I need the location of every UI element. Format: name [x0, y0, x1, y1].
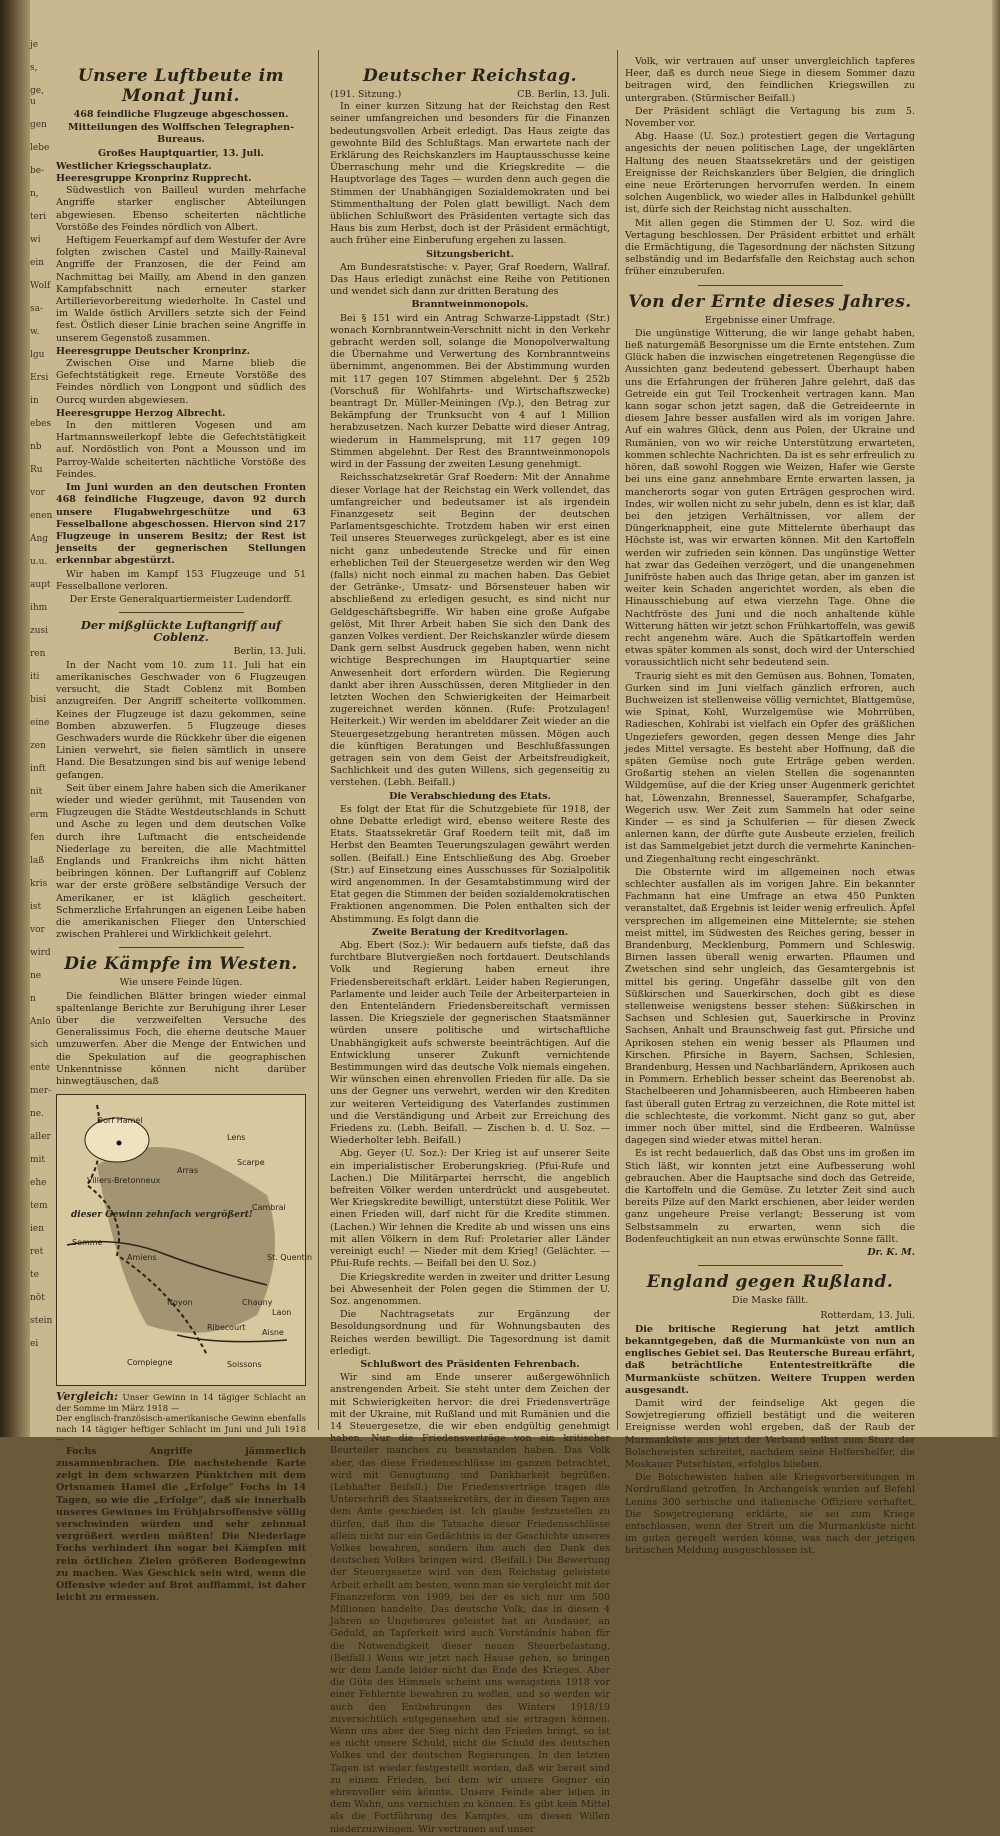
paragraph: In den mittleren Vogesen und am Hartmannsweilerkopf lebte die Gefechtstätigkeit auf. Nordöstlich von Pont a Mousson und im Parroy-Walde scheiterten nächtliche Vorstöße des Feindes. [56, 420, 306, 480]
subheading: Wie unsere Feinde lügen. [119, 977, 243, 989]
paragraph: Die feindlichen Blätter bringen wieder einmal spaltenlange Berichte zur Beruhigung ihrer Leser über die verzweifelten Versuche des Generalissimus Foch, die eherne deutsche Mauer umzuwerfen. Aber die Menge der Entwichen und die Spekulation auf die geographischen Unkenntnisse können nicht darüber hinwegtäuschen, daß [56, 990, 306, 1088]
section-heading: Westlicher Kriegsschauplatz. [56, 160, 212, 172]
paragraph: Die Nachtragsetats zur Ergänzung der Besoldungsordnung und für Wohnungsbauten des Reiches werden bewilligt. Die Tagesordnung ist damit erledigt. [330, 1309, 610, 1357]
gutter-fragment: vor [30, 925, 45, 935]
gutter-fragment: wi [30, 235, 41, 245]
gutter-fragment: mit [30, 1155, 46, 1165]
gutter-fragment: nöt [30, 1293, 45, 1303]
map-place-label: Ribecourt [207, 1323, 246, 1333]
map-place-label: Lens [227, 1133, 246, 1143]
session-line [330, 89, 610, 101]
column-rule [318, 50, 319, 1430]
paragraph: Zwischen Oise und Marne blieb die Gefechtstätigkeit rege. Erneute Vorstöße des Feindes nördlich von Longpont und südlich des Ourcq wurden abgewiesen. [56, 358, 306, 406]
column-left [56, 60, 313, 1604]
gutter-fragment: ihm [30, 603, 48, 613]
gutter-fragment: ente [30, 1063, 51, 1073]
gutter-fragment: ren [30, 649, 46, 659]
gutter-fragment: ge, u [30, 86, 44, 107]
headline-england-russland: England gegen Rußland. [646, 1272, 894, 1293]
paragraph: Reichsschatzsekretär Graf Roedern: Mit der Annahme dieser Vorlage hat der Reichstag ein Werk vollendet, das umfangreicher und bedeutsamer ist als irgendein Finanzgesetz seit Beginn der deutschen Parlamentsgeschichte. Trotzdem haben wir erst einen Teil unseres Steuerweges zurückgelegt, aber es ist eine nicht ganz unbedeutende Strecke und für einen erheblichen Teil der Steuergesetze werden wir den Weg (falls) nicht noch einmal zu machen haben. Das Gebiet der Getränke-, Umsatz- und Börsensteuer haben wir abschließend zu erledigen gesucht, es sind nicht nur Geldgeschäftsbegriffe. Wir haben eine große Aufgabe gelöst, Mit Ihrer Arbeit haben Sie sich den Dank des ganzen Volkes verdient. Der Reichskanzler würde diesem Dank gern selbst Ausdruck gegeben haben, wenn nicht wichtige Besprechungen im Hauptquartier seine Anwesenheit dort erfordern würden. Die Regierung dankt aber ihren Ausschüssen, deren Mitglieder in den letzten Wochen den Schwierigkeiten der Heimarbeit zugereichnet werden können. (Rufe: Protzulagen! Heiterkeit.) Wir werden im abelddarer Zeit wieder an die Steuergesetzgebung herantreten müssen. Mögen auch die künftigen Beratungen und Beschlußfassungen getragen sein von dem Geist der Arbeitsfreudigkeit, Sachlichkeit und des guten Willens, sich gegenseitig zu verstehen. (Lebh. Beifall.) [330, 472, 610, 789]
paragraph: Es folgt der Etat für die Schutzgebiete für 1918, der ohne Debatte erledigt wird, ebenso weitere Reste des Etats. Staatssekretär Graf Roedern teilt mit, daß im Herbst den Beamten Teuerungszulagen gewährt werden sollen. (Beifall.) Eine Entschließung des Abg. Groeber (Str.) auf Einsetzung eines Ausschusses für Sozialpolitik wird angenommen. In der Gesamtabstimmung wird der Etat gegen die Stimmen der beiden sozialdemokratischen Fraktionen angenommen. Die Polen enthalten sich der Abstimmung. Es folgt dann die [330, 803, 610, 925]
gutter-fragment: in [30, 396, 39, 406]
map-place-label: Laon [272, 1308, 292, 1318]
paragraph: Die Kriegskredite werden in zweiter und dritter Lesung bei Abwesenheit der Polen gegen die Stimmen der U. Soz. angenommen. [330, 1271, 610, 1307]
gutter-fragment: lebe [30, 143, 50, 153]
map-place-label: Noyon [167, 1298, 193, 1308]
gutter-fragment: ehe [30, 1178, 47, 1188]
paragraph: Wir haben im Kampf 153 Flugzeuge und 51 Fesselballone verloren. [56, 568, 306, 592]
gutter-fragment: eine [30, 718, 50, 728]
map-place-label: Cambrai [252, 1203, 286, 1213]
paragraph: Die Bolschewisten haben alle Kriegsvorbereitungen in Nordrußland getroffen. In Archangelsk wurden auf Befehl Lenins 300 serbische und italienische Offiziere verhaftet. Die Sowjetregierung erklärte, sie sei zum Kriege entschlossen, wenn der Streit um die Murmanküste nicht im guten geregelt werden könne, was nach der jetzigen britischen Meldung ausgeschlossen ist. [625, 1472, 915, 1557]
map-place-label: Dorf Hamel [97, 1116, 143, 1126]
paragraph: Heftigem Feuerkampf auf dem Westufer der Avre folgten zwischen Castel und Mailly-Raineval Angriffe der Franzosen, die der Feind am Nachmittag bei Mailly, am Abend in den ganzen Kampfabschnitt nach erneuter starker Artillerievorbereitung wiederholte. In Castel und im Walde östlich Arvillers setzte sich der Feind fest. Östlich dieser Linie brachen seine Angriffe in unserem Gegenstoß zusammen. [56, 235, 306, 344]
column-right [625, 56, 915, 1557]
dateline: Großes Hauptquartier, 13. Juli. [98, 147, 264, 159]
gutter-fragment: ne [30, 971, 42, 981]
divider [698, 1265, 843, 1266]
paragraph: Mit allen gegen die Stimmen der U. Soz. wird die Vertagung beschlossen. Der Präsident erbittet und erhält die Ermächtigung, die Tagesordnung der nächsten Sitzung selbständig und im Bedarfsfalle den Reichstag auch schon früher einzuberufen. [625, 217, 915, 278]
gutter-fragment: bisi [30, 695, 47, 705]
paragraph: Volk, wir vertrauen auf unser unvergleichlich tapferes Heer, daß es durch neue Siege in diesem Sommer dazu beitragen wird, den feindlichen Kriegswillen zu untergraben. (Stürmischer Beifall.) [625, 56, 915, 104]
page-edge [992, 0, 1000, 1437]
gutter-fragment: w. [30, 327, 40, 337]
gutter-fragment: ien [30, 1224, 45, 1234]
lede: Mitteilungen des Wolffschen Telegraphen-Bureaus. [67, 122, 295, 146]
gutter-fragment: n [30, 994, 36, 1004]
legend-line: Unser Gewinn in 14 tägiger Schlacht an der Somme im März 1918 — [56, 1393, 307, 1414]
paragraph: Fochs Angriffe jämmerlich zusammenbrachen. Die nachstehende Karte zeigt in dem schwarzen Pünktchen mit dem Ortsnamen Hamel die „Erfolge“ Fochs in 14 Tagen, so wie die „Erfolge“, daß sie innerhalb unseres Gewinnes im Frühjahrsoffensive völlig verschwinden würden und sehr zehnmal vergrößert werden müßten! Die Niederlage Fochs verhindert ihn sogar bei Kämpfen mit rein örtlichen Zielen größeren Bodengewinn zu machen. Was Geschick sein wird, wenn die Offensive wieder auf Brot aufflammt, ist daher leicht zu ermessen. [56, 1445, 306, 1604]
front-map [56, 1094, 313, 1386]
paragraph: Wir sind am Ende unserer außergewöhnlich anstrengenden Arbeit. Sie steht unter dem Zeichen der mit Schwierigkeiten hervor: die drei Friedensverträge mit der Ukraine, mit Rußland und mit Rumänien und die 14 Steuergesetze, die wir eben endgültig genehmigt haben. Nur die Friedensverträge von ein kritischer Beurteiler manches zu beanstanden haben. Das Volk aber, das diese Friedensschlüsse im ganzen betrachtet, wird mit Genugtuung und Dankbarkeit begrüßen. (Lebhafter Beifall.) Die Friedensverträge tragen die Unterschrift des Staatssekretärs, der in diesen Tagen aus dem Amte geschieden ist. Ich glaube festzustellen zu dürfen, daß ihm die Tatsache dieser Friedensschlüsse allein nicht nur ein Gedächtnis in der Geschichte unseres Volkes bewahren, sondern ihm auch den Dank des deutschen Volkes bringen wird. (Beifall.) Die Bewertung der Steuergesetze wird von dem Reichstag geleistete Arbeit erhellt am besten, wenn man sie vergleicht mit der Finanzreform von 1909, bei der es sich nur um 500 Millionen handelte. Das deutsche Volk, das in diesen 4 Jahren so Ungeheures geleistet hat an Ausdauer, an Geduld, an Tapferkeit wird auch Verständnis haben für die Notwendigkeit dieser neuen Steuerbelastung. (Beifall.) Wenn wir jetzt nach Hause gehen, so bringen wir dem Lande leider nicht das Ende des Krieges. Aber die Güte des Himmels scheint uns wenigstens 1918 vor einer Fehlernte bewahren zu wollen, und so werden wir auch den Entbehrungen des Winters 1918/19 zuversichtlich entgegensehen und sie ertragen können. Wenn uns aber der Sieg nicht den Frieden bringt, so ist es nicht unsere Schuld, nicht die Schuld des deutschen Volkes und der deutschen Regierungen. In den letzten Tagen ist wieder festgestellt worden, daß wir bereit sind zu einem Frieden, bei dem wir unsere Gegner ein ehrenvoller sein könnte. Unsere Feinde aber leben in dem Wahn, uns vernichten zu können. Es gibt kein Mittel als die Fortführung des Kampfes, um diesen Willen niederzuzwingen. Wir vertrauen auf unser [330, 1372, 610, 1835]
gutter-fragment: laß [30, 856, 45, 866]
gutter-fragment: u.u. [30, 557, 48, 567]
lede: 468 feindliche Flugzeuge abgeschossen. [73, 109, 289, 120]
gutter-fragment: ein [30, 258, 45, 268]
paragraph: Die britische Regierung hat jetzt amtlich bekanntgegeben, daß die Murmanküste von nun an englisches Gebiet sei. Das Reutersche Bureau erfährt, daß beträchtliche Ententestreitkräfte die Murmanküste schützen. Weitere Truppen werden ausgesandt. [625, 1323, 915, 1396]
map-place-label: Soissons [227, 1360, 262, 1370]
gutter-fragment: fen [30, 833, 45, 843]
headline-coblenz: Der mißglückte Luftangriff auf Coblenz. [80, 618, 282, 645]
paragraph: Am Bundesratstische: v. Payer, Graf Roedern, Wallraf. Das Haus erledigt zunächst eine Reihe von Petitionen und wendet sich dann zur dritten Beratung des [330, 261, 610, 298]
dateline: Rotterdam, 13. Juli. [820, 1309, 915, 1321]
map-place-label: Aisne [262, 1328, 284, 1338]
gutter-fragment: je [30, 40, 39, 50]
paragraph: Im Juni wurden an den deutschen Fronten 468 feindliche Flugzeuge, davon 92 durch unsere Flugabwehrgeschütze und 63 Fesselballone abgeschossen. Hiervon sind 217 Flugzeuge in unserem Besitz; der Rest ist jenseits der gegnerischen Stellungen erkennbar abgestürzt. [56, 482, 306, 567]
gutter-fragment: wird [30, 948, 51, 958]
paragraph: Seit über einem Jahre haben sich die Amerikaner wieder und wieder gerühmt, mit Tausenden von Flugzeugen die Städte Westdeutschlands in Schutt und Asche zu legen und dem deutschen Volke durch ihre Luftmacht die entscheidende Niederlage zu bereiten, die alle Machtmittel Englands und Frankreichs ihm nicht hätten beibringen können. Der Luftangriff auf Coblenz war der erste größere selbständige Versuch der Amerikaner, er ist kläglich gescheitert. Schmerzliche Erfahrungen an eigenen Leibe haben die amerikanischen Flieger den Unterschied zwischen Prahlerei und Wirklichkeit gelehrt. [56, 782, 306, 941]
gutter-fragment: sich [30, 1040, 49, 1050]
gutter-fragment: Ru [30, 465, 43, 475]
gutter-fragment: inft [30, 764, 46, 774]
signoff: Der Erste Generalquartiermeister Ludendorff. [69, 593, 293, 605]
paragraph: In der Nacht vom 10. zum 11. Juli hat ein amerikanisches Geschwader von 6 Flugzeugen versucht, die Stadt Coblenz mit Bomben anzugreifen. Der Angriff scheiterte vollkommen. Keines der Flugzeuge ist dazu gekommen, seine Bomben abzuwerfen. 5 Flugzeuge dieses Geschwaders wurde die Rückkehr über die eigenen Linien verwehrt, sie fielen sämtlich in unsere Hand. Die Besatzungen sind bis auf wenige lebend gefangen. [56, 659, 306, 781]
legend-title: Vergleich: [56, 1390, 119, 1404]
gutter-fragment: ret [30, 1247, 44, 1257]
gutter-fragment: ist [30, 902, 42, 912]
map-place-label: Arras [177, 1166, 198, 1176]
gutter-fragment: stein [30, 1316, 53, 1326]
gutter-fragment: kris [30, 879, 48, 889]
dateline: CB. Berlin, 13. Juli. [517, 89, 610, 100]
paragraph: Die ungünstige Witterung, die wir lange gehabt haben, ließ naturgemäß Besorgnisse um die Ernte entstehen. Zum Glück haben die inzwischen eingetretenen Regengüsse die Aussichten ganz bedeutend gebessert. Überhaupt haben uns die Erfahrungen der früheren Jahre gelehrt, daß das Getreide ein gut Teil Trockenheit vertragen kann. Man kann sogar schon jetzt sagen, daß die Getreideernte in diesem Jahre besser ausfallen wird als im vorigen Jahre. Auf ein wahres Glück, denn aus Polen, der Ukraine und Rumänien, von wo wir reiche Unterstützung erwarteten, kommen schlechte Nachrichten. Da ist es sehr erfreulich zu hören, daß sowohl Roggen wie Weizen, Hafer wie Gerste bei uns eine ganz annehmbare Ernte erwarten lassen, ja mancherorts sogar von guten Erträgen gesprochen wird. Indes, wir wollen nicht zu sehr jubeln, denn es ist klar, daß bei den jetzigen Verhältnissen, vor allem der Düngerknappheit, eine gute Mittelernte überhaupt das Höchste ist, was wir erwarten können. Mit den Kartoffeln werden wir zufrieden sein können. Das ungünstige Wetter hat zwar das Gedeihen verzögert, und die unangenehmen Junifröste haben auch das Ihrige getan, aber im ganzen ist weiter kein Schaden angerichtet worden, als eben die Hinausschiebung auf etwa vierzehn Tage. Ohne die Nachtfröste des Juni und die noch anhaltende kühle Witterung hätten wir jetzt schon Frühkartoffeln, was gewiß recht angenehm wäre. Auch die Spätkartoffeln werden etwas später kommen als sonst, doch wird der Unterschied voraussichtlich nicht sehr bedeutend sein. [625, 327, 915, 669]
author-signature: Dr. K. M. [867, 1247, 915, 1259]
legend-line: Der englisch-französisch-amerikanische Gewinn ebenfalls nach 14 tägiger heftiger Schlacht im Juni und Juli 1918 — [56, 1414, 306, 1446]
gutter-fragment: Ersi [30, 373, 49, 383]
subheading: Zweite Beratung der Kreditvorlagen. [371, 926, 569, 938]
divider [119, 612, 244, 613]
subheading: Branntweinmonopols. [411, 299, 529, 311]
gutter-fragment: gen [30, 120, 47, 130]
gutter-fragment: sa- [30, 304, 44, 314]
gutter-fragment: ebes [30, 419, 52, 429]
gutter-fragment: mer- [30, 1086, 52, 1096]
headline-reichstag: Deutscher Reichstag. [362, 66, 578, 86]
gutter-fragment: ne. [30, 1109, 44, 1119]
map-place-label: Compiegne [127, 1358, 173, 1368]
paragraph: In einer kurzen Sitzung hat der Reichstag den Rest seiner umfangreichen und besonders für die Finanzen bedeutungsvollen Arbeit erledigt. Das Haus zeigte das gewohnte Bild des Schlußtags. Man erwartete nach der Erklärung des Reichskanzlers im Hauptausschusse keine Überraschung mehr und die Kriegskredite — die Hauptvorlage des Tages — wurden denn auch gegen die Stimmen der Unabhängigen Sozialdemokraten und bei Stimmenthaltung der Polen glatt bewilligt. Nach dem üblichen Schlußwort des Präsidenten vertagte sich das Haus bis zum Herbst, doch ist der Präsident ermächtigt, auch früher eine Einberufung ergehen zu lassen. [330, 101, 610, 247]
subheading: Die Maske fällt. [731, 1295, 809, 1307]
paragraph: Die Obsternte wird im allgemeinen noch etwas schlechter ausfallen als im vorigen Jahre. Ein bekannter Fachmann hat eine Umfrage an etwa 450 Punkten veranstaltet, daß Ergebnis ist leider wenig erfreulich. Äpfel versprechen im allgemeinen eine Mittelernte; sie stehen meist mittel, im Südwesten des Reiches gering, besser in Brandenburg, Mecklenburg, Pommern und Schleswig. Birnen lassen überall wenig erwarten. Pflaumen und Zwetschen sind sehr ungleich, das Gesamtergebnis ist mittel bis gering. Ungefähr dasselbe gilt von den Süßkirschen und Sauerkirschen, doch gibt es diese stellenweise wenigstens besser stehen: Süßkirschen in Sachsen und Schlesien gut, Sauerkirsche in Provinz Sachsen, Anhalt und Braunschweig fast gut. Pfirsiche und Aprikosen stehen ein wenig besser als Pflaumen und Kirschen. Pfirsiche in Bayern, Sachsen, Schlesien, Brandenburg, Hessen und Nachbarländern, Aprikosen auch in Pommern. Erheblich besser scheint das Beerenobst ab. Stachelbeeren und Johannisbeeren, auch Himbeeren haben fast überall guten Ertrag zu verzeichnen, die Rote mittel ist die schlechteste, die vorkommt. Nicht ganz so gut, aber immer noch über mittel, sind die Erdbeeren. Walnüsse dagegen sind wieder etwas mittel heran. [625, 866, 915, 1147]
gutter-fragment: be- [30, 166, 45, 176]
map-legend [56, 1392, 306, 1446]
gutter-fragment: vor [30, 488, 45, 498]
subheading: Sitzungsbericht. [426, 248, 514, 260]
gutter-fragment: iti [30, 672, 40, 682]
gutter-fragment: enen [30, 511, 53, 521]
map-balloon-text: dieser Gewinn zehnfach vergrößert! [71, 1210, 253, 1221]
gutter-fragment: teri [30, 212, 47, 222]
session-number: (191. Sitzung.) [330, 89, 402, 100]
hamel-dot [117, 1141, 122, 1146]
subheading: Schlußwort des Präsidenten Fehrenbach. [360, 1358, 580, 1370]
gutter-fragment: zusi [30, 626, 49, 636]
map-place-label: Chauny [242, 1298, 273, 1308]
subheading: Heeresgruppe Kronprinz Rupprecht. [56, 173, 252, 185]
headline-kaempfe: Die Kämpfe im Westen. [64, 954, 298, 975]
headline-luftbeute: Unsere Luftbeute im Monat Juni. [77, 66, 285, 106]
gutter-fragment: tem [30, 1201, 48, 1211]
dateline: Berlin, 13. Juli. [233, 645, 306, 657]
gutter-fragment: n, [30, 189, 39, 199]
paragraph: Abg. Geyer (U. Soz.): Der Krieg ist auf unserer Seite ein imperialistischer Eroberungskrieg. (Pfui-Rufe und Lachen.) Die Militärpartei herrscht, die angeblich befreiten Völker werden unterdrückt und ausgebeutet. Wer Kriegskredite bewilligt, unterstützt diese Politik. Wer einen Frieden will, darf nicht für die Kredite stimmen. (Lachen.) Wir lehnen die Kredite ab und wissen uns eins mit allen Völkern in dem Ruf: Proletarier aller Länder vereinigt euch! — Nieder mit dem Krieg! (Gelächter. — Pfui-Rufe rechts. — Beifall bei den U. Soz.) [330, 1148, 610, 1270]
gutter-fragment: zen [30, 741, 46, 751]
paragraph: Abg. Haase (U. Soz.) protestiert gegen die Vertagung angesichts der neuen politischen Lage, der ungeklärten Haltung des neuen Staatssekretärs und der geistigen Ereignisse der Reichskanzlers über Belgien, die dringlich eine neue Erörterungen hervorrufen werden. In einem solchen Augenblick, wo wieder alles in Halbdunkel gehüllt ist, dürfe sich der Reichstag nicht ausschalten. [625, 131, 915, 216]
book-spine [0, 0, 30, 1437]
map-place-label: Somme [72, 1238, 103, 1248]
subheading: Die Verabschiedung des Etats. [389, 790, 551, 802]
paragraph: Damit wird der feindselige Akt gegen die Sowjetregierung offiziell bestätigt und die weiteren Ereignisse werden wohl ergeben, daß der Raub der Murmanküste aus jetzt der Verband selbst zum Sturz der Bolschewisten schreitet, nachdem seine Helfershelfer, die Moskauer Putschisten, erfolglos blieben. [625, 1397, 915, 1470]
gutter-fragment: te [30, 1270, 39, 1280]
map-place-label: St. Quentin [267, 1253, 313, 1263]
previous-page-fragment [30, 40, 52, 1420]
gutter-fragment: s, [30, 63, 38, 73]
paragraph: Es ist recht bedauerlich, daß das Obst uns im großen im Stich läßt, wir konnten jetzt eine Aufbesserung wohl gebrauchen. Aber die Hauptsache sind doch das Getreide, die Kartoffeln und die Gemüse. Zu letzter Zeit sind auch bereits Pilze auf den Markt erschienen, aber leider werden ganz ungeheure Preise verlangt; Besserung ist vom Selbstsammeln zu erwarten, wenn sich die Bodenfeuchtigkeit an nun etwas erwünschte Sonne fällt. [625, 1148, 915, 1245]
gutter-fragment: Anlo [30, 1017, 51, 1027]
column-middle [330, 60, 610, 1835]
divider [119, 947, 244, 948]
map-place-label: Amiens [127, 1253, 157, 1263]
gutter-fragment: ei [30, 1339, 39, 1349]
gutter-fragment: aupt [30, 580, 51, 590]
gutter-fragment: Ang [30, 534, 49, 544]
headline-ernte: Von der Ernte dieses Jahres. [628, 291, 912, 312]
gutter-fragment: nit [30, 787, 43, 797]
column-rule [617, 50, 618, 1430]
paragraph: Südwestlich von Bailleul wurden mehrfache Angriffe starker englischer Abteilungen abgewiesen. Ebenso scheiterten nächtliche Vorstöße des Feindes nördlich von Albert. [56, 185, 306, 233]
gutter-fragment: aller [30, 1132, 51, 1142]
divider [698, 285, 843, 286]
gutter-fragment: Wolf [30, 281, 51, 291]
map-place-label: Villers-Bretonneux [87, 1176, 161, 1186]
map-place-label: Scarpe [237, 1158, 265, 1168]
paragraph: Der Präsident schlägt die Vertagung bis zum 5. November vor. [625, 105, 915, 130]
paragraph: Bei § 151 wird ein Antrag Schwarze-Lippstadt (Str.) wonach Kornbranntwein-Verschnitt nicht in den Verkehr gebracht werden soll, solange die Monopolverwaltung die Übernahme und Verwertung des Kornbranntweins übernimmt, angenommen. Bei der Abstimmung wurden mit 117 gegen 107 Stimmen abgelehnt. Der § 252b (Vorschuß für Wohlfahrts- und Wirtschaftszwecke) beantragt Dr. Müller-Meiningen (Vp.), den Betrag zur Bekämpfung der Trunksucht von 4 auf 1 Million herabzusetzen. Nach kurzer Debatte wird dieser Antrag, wiederum in Hammelsprung, mit 117 gegen 109 Stimmen abgelehnt. Der Rest des Branntweinmonopols wird in der Fassung der zweiten Lesung genehmigt. [330, 312, 610, 471]
gutter-fragment: lgu [30, 350, 45, 360]
map-drawing [57, 1095, 313, 1385]
subheading: Heeresgruppe Deutscher Kronprinz. [56, 345, 250, 357]
gutter-fragment: nb [30, 442, 42, 452]
subheading: Heeresgruppe Herzog Albrecht. [56, 407, 226, 419]
paragraph: Traurig sieht es mit den Gemüsen aus. Bohnen, Tomaten, Gurken sind im Juni vielfach gänzlich erfroren, auch Buchweizen ist stellenweise völlig vernichtet, Blattgemüse, wie Spinat, Kohl, Wurzelgemüse wie Mohrrüben, Radieschen, Kohlrabi ist vielfach ein Opfer des gräßlichen Ungeziefers geworden, gegen dessen Menge dies Jahr jedes Mittel versagte. Es besteht aber Hoffnung, daß die späten Gemüse noch gute Erträge geben werden. Großartig stehen an vielen Stellen die sogenannten Wildgemüse, auf die der Krieg unser Augenmerk gerichtet hat, Löwenzahn, Brennessel, Sauerampfer, Schafgarbe, Wegerich usw. Wer Zeit zum Sammeln hat oder seine Kinder — es sind ja Schulferien — für diesen Zweck anlernen kann, der dürfte gute Ausbeute erzielen, freilich ist das Sammelgebiet jetzt durch die vermehrte Kaninchen- und Ziegenhaltung recht eingeschränkt. [625, 670, 915, 865]
paragraph: Abg. Ebert (Soz.): Wir bedauern aufs tiefste, daß das furchtbare Blutvergießen noch fortdauert. Deutschlands Volk und Regierung haben erneut ihre Friedensbereitschaft erklärt. Leider haben Regierungen, Parlamente und leider auch Teile der Arbeiterparteien in den Ententeländern Friedensbereitschaft vermissen lassen. Die Kriegsziele der gegnerischen Staatsmänner würden unsere politische und wirtschaftliche Unabhängigkeit aufs schwerste beeinträchtigen. Auf die Entwicklung unserer Zukunft vernichtende Bestimmungen wird das deutsche Volk niemals eingehen. Wir wünschen einen ehrenvollen Frieden für alle. Da sie uns der Gegner uns verwehrt, werden wir den Krediten zur weiteren Verteidigung des Vaterlandes zustimmen und die Verständigung und Arbeit zur Erreichung des Friedens zu. (Lebh. Beifall. — Zischen b. d. U. Soz. — Wiederholter lebh. Beifall.) [330, 940, 610, 1147]
subheading: Ergebnisse einer Umfrage. [704, 314, 836, 326]
gutter-fragment: erm [30, 810, 49, 820]
